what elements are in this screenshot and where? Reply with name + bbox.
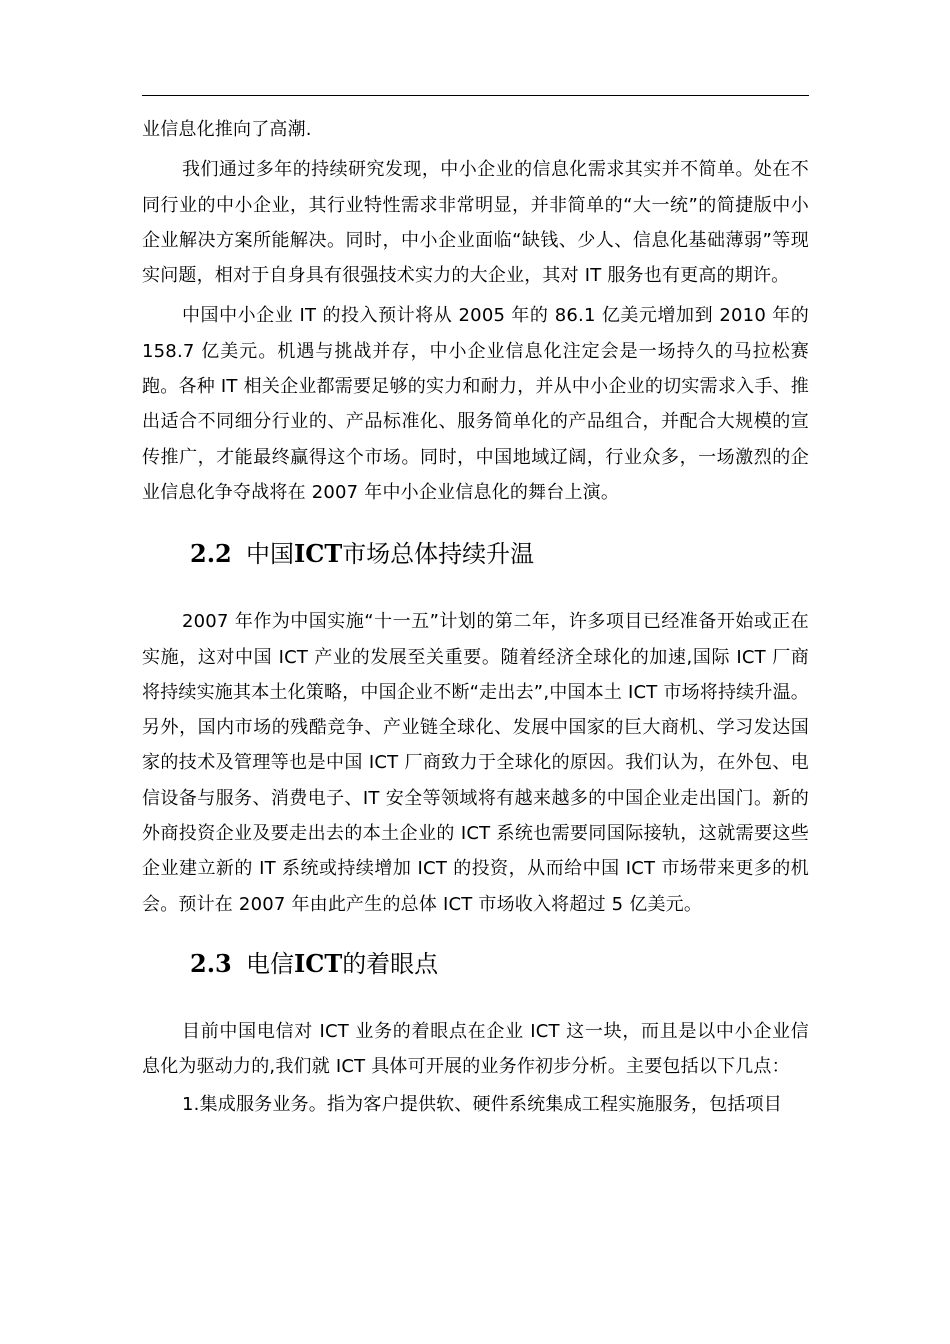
section-title-bold: ICT [294, 948, 343, 978]
paragraph-telecom-focus: 目前中国电信对 ICT 业务的着眼点在企业 ICT 这一块，而且是以中小企业信息化为驱动力的,我们就 ICT 具体可开展的业务作初步分析。主要包括以下几点： [142, 1020, 809, 1078]
paragraph-integration-service: 1.集成服务业务。指为客户提供软、硬件系统集成工程实施服务，包括项目 [182, 1093, 782, 1115]
section-title-suffix: 的着眼点 [342, 949, 439, 978]
section-heading-2-3 [142, 944, 809, 984]
section-title-bold: ICT [294, 539, 343, 569]
section-title-suffix: 市场总体持续升温 [342, 540, 535, 569]
section-title-prefix: 电信 [246, 949, 294, 978]
section-heading-2-2 [142, 534, 809, 574]
paragraph-continuation: 业信息化推向了高潮. [142, 119, 312, 140]
section-number: 2.2 [190, 539, 232, 569]
section-number: 2.3 [190, 948, 232, 978]
paragraph-sme-needs: 我们通过多年的持续研究发现，中小企业的信息化需求其实并不简单。处在不同行业的中小企业，其行业特性需求非常明显，并非简单的“大一统”的简捷版中小企业解决方案所能解决。同时，中小企业面临“缺钱、少人、信息化基础薄弱”等现实问题，相对于自身具有很强技术实力的大企业，其对 IT 服务也有更高的期许。 [142, 159, 809, 287]
header-rule [142, 95, 809, 96]
paragraph-ict-market: 2007 年作为中国实施“十一五”计划的第二年，许多项目已经准备开始或正在实施，这对中国 ICT 产业的发展至关重要。随着经济全球化的加速,国际 ICT 厂商将持续实施其本土化策略，中国企业不断“走出去”,中国本土 ICT 市场将持续升温。另外，国内市场的残酷竞争、产业链全球化、发展中国家的巨大商机、学习发达国家的技术及管理等也是中国 ICT 厂商致力于全球化的原因。我们认为，在外包、电信设备与服务、消费电子、IT 安全等领域将有越来越多的中国企业走出国门。新的外商投资企业及要走出去的本土企业的 ICT 系统也需要同国际接轨，这就需要这些企业建立新的 IT 系统或持续增加 ICT 的投资，从而给中国 ICT 市场带来更多的机会。预计在 2007 年由此产生的总体 ICT 市场收入将超过 5 亿美元。 [142, 611, 809, 915]
paragraph-sme-investment: 中国中小企业 IT 的投入预计将从 2005 年的 86.1 亿美元增加到 2010 年的 158.7 亿美元。机遇与挑战并存，中小企业信息化注定会是一场持久的马拉松赛跑。各种 IT 相关企业都需要足够的实力和耐力，并从中小企业的切实需求入手、推出适合不同细分行业的、产品标准化、服务简单化的产品组合，并配合大规模的宣传推广，才能最终赢得这个市场。同时，中国地域辽阔，行业众多，一场激烈的企业信息化争夺战将在 2007 年中小企业信息化的舞台上演。 [142, 305, 809, 503]
section-title-prefix: 中国 [246, 540, 294, 569]
page-content [142, 112, 809, 1122]
